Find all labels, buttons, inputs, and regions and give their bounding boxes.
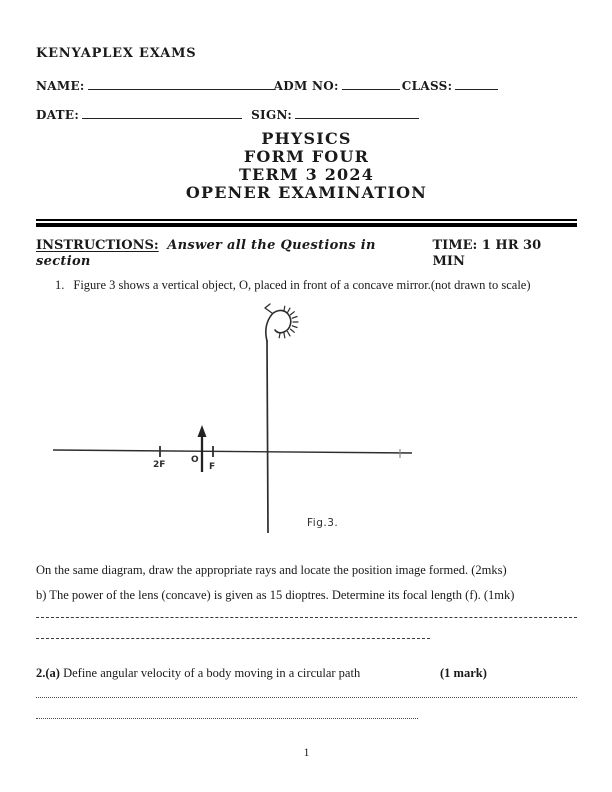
- question-2a-text: Define angular velocity of a body moving in a circular path: [63, 666, 361, 680]
- sign-label: SIGN:: [251, 108, 293, 122]
- label-o: O: [191, 455, 199, 465]
- page-number: 1: [303, 747, 310, 759]
- question-2a-marks: (1 mark): [440, 666, 487, 680]
- concave-mirror-figure: [36, 295, 577, 540]
- answer-line-dashed-1: [36, 604, 577, 618]
- class-blank-line: [455, 77, 498, 90]
- subject-title: PHYSICS: [261, 129, 352, 148]
- question-1-text: Figure 3 shows a vertical object, O, placed in front of a concave mirror.(not drawn to scale): [73, 278, 531, 292]
- object-arrow-head: [198, 425, 207, 437]
- figure-3-diagram: [36, 295, 577, 540]
- question-2a: [36, 665, 577, 681]
- class-label: CLASS:: [401, 79, 453, 93]
- question-1-number: 1.: [55, 278, 65, 292]
- answer-line-dotted-2: [36, 698, 418, 719]
- instructions-text: Answer all the Questions in section: [36, 238, 376, 269]
- principal-axis-line: [53, 450, 412, 453]
- question-1b-text: b) The power of the lens (concave) is given as 15 dioptres. Determine its focal length (f). (1mk): [36, 588, 515, 602]
- sign-blank-line: [295, 106, 419, 119]
- date-blank-line: [82, 106, 242, 119]
- instructions-label: INSTRUCTIONS:: [36, 238, 159, 253]
- concave-mirror-curl: [266, 310, 291, 341]
- time-allowed: TIME: 1 HR 30 MIN: [432, 238, 542, 269]
- instructions-text-group: [36, 238, 432, 270]
- form-title: FORM FOUR: [243, 147, 370, 166]
- label-f: F: [209, 462, 216, 472]
- name-blank-line: [88, 77, 274, 90]
- answer-line-dotted-1: [36, 681, 577, 698]
- label-2f: 2F: [153, 460, 166, 470]
- exam-type-title: OPENER EXAMINATION: [185, 183, 428, 202]
- name-row: [36, 77, 577, 94]
- question-1: [36, 278, 577, 293]
- question-1a-text: On the same diagram, draw the appropriate rays and locate the position image formed. (2mks): [36, 563, 507, 577]
- mirror-curl-flick: [265, 304, 272, 313]
- mirror-axis-line: [267, 340, 268, 533]
- exam-title-block: [36, 130, 577, 202]
- answer-line-dashed-2: [36, 618, 430, 639]
- adm-no-label: ADM NO:: [273, 79, 339, 93]
- exam-board-title: KENYAPLEX EXAMS: [36, 46, 197, 61]
- term-title: TERM 3 2024: [238, 165, 375, 184]
- question-2a-number: 2.(a): [36, 666, 60, 680]
- figure-caption: Fig.3.: [307, 517, 339, 529]
- double-rule-divider: [36, 219, 577, 227]
- date-label: DATE:: [36, 108, 80, 122]
- instructions-row: [36, 238, 577, 270]
- adm-no-blank-line: [342, 77, 400, 90]
- date-row: [36, 106, 577, 123]
- name-label: NAME:: [36, 79, 85, 93]
